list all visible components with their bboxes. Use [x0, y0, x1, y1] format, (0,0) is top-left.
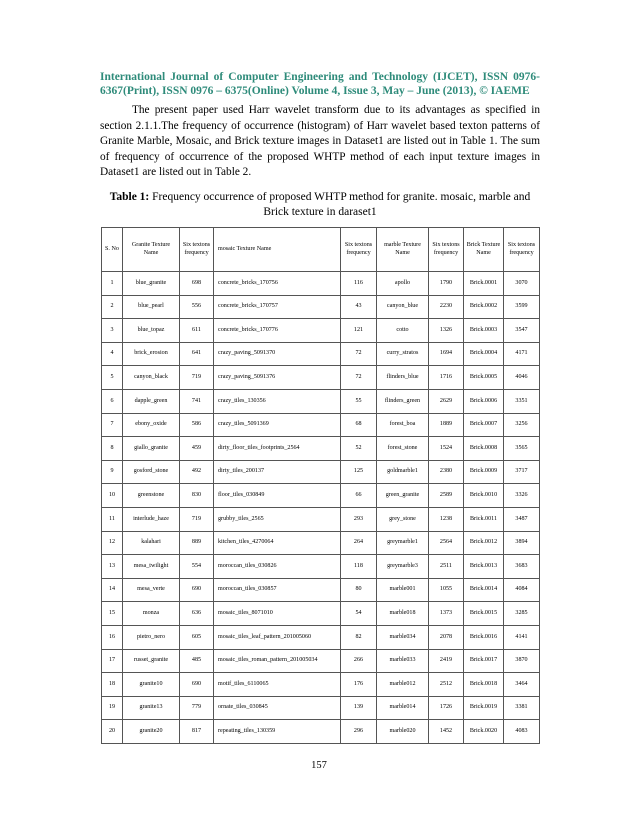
cell-brick-name: Brick.0002	[464, 295, 504, 319]
cell-brick-frequency: 4046	[504, 366, 540, 390]
intro-paragraph: The present paper used Harr wavelet transform due to its advantages as specified in section 2.1.1.The frequency of occurrence (histogram) of Harr wavelet based texton patterns of Granite Marble, Mosaic, and Brick texture images in Dataset1 are listed out in Table 1. The sum of frequency of occurrence of the proposed WHTP method of each input texture images in Dataset1 are listed out in Table 2.	[100, 104, 540, 178]
cell-granite-name: granite10	[123, 673, 180, 697]
cell-mosaic-name: moroccan_tiles_030826	[214, 555, 341, 579]
cell-mosaic-frequency: 68	[341, 413, 377, 437]
cell-brick-frequency: 3464	[504, 673, 540, 697]
cell-mosaic-frequency: 125	[341, 460, 377, 484]
journal-header: International Journal of Computer Engineering and Technology (IJCET), ISSN 0976-6367(Print), ISSN 0976 – 6375(Online) Volume 4, Issue 3, May – June (2013), © IAEME	[100, 71, 540, 97]
cell-mosaic-frequency: 54	[341, 602, 377, 626]
cell-granite-frequency: 485	[180, 649, 214, 673]
cell-mosaic-name: moroccan_tiles_030857	[214, 578, 341, 602]
cell-mosaic-name: crazy_paving_5091370	[214, 342, 341, 366]
cell-marble-name: cotto	[377, 319, 429, 343]
cell-sno: 5	[102, 366, 123, 390]
cell-marble-frequency: 1726	[429, 696, 464, 720]
cell-granite-name: gosford_stone	[123, 460, 180, 484]
cell-brick-name: Brick.0007	[464, 413, 504, 437]
cell-brick-name: Brick.0020	[464, 720, 504, 744]
header-brick-frequency: Six textons frequency	[504, 228, 540, 272]
cell-brick-frequency: 3070	[504, 272, 540, 296]
cell-granite-name: blue_pearl	[123, 295, 180, 319]
cell-brick-frequency: 3683	[504, 555, 540, 579]
cell-mosaic-name: crazy_tiles_5091369	[214, 413, 341, 437]
cell-marble-frequency: 2380	[429, 460, 464, 484]
cell-granite-name: greenstone	[123, 484, 180, 508]
cell-brick-name: Brick.0009	[464, 460, 504, 484]
cell-marble-name: forest_boa	[377, 413, 429, 437]
cell-marble-frequency: 1524	[429, 437, 464, 461]
cell-brick-name: Brick.0011	[464, 507, 504, 531]
cell-marble-name: marble012	[377, 673, 429, 697]
cell-mosaic-frequency: 72	[341, 366, 377, 390]
cell-granite-name: blue_topaz	[123, 319, 180, 343]
cell-mosaic-frequency: 116	[341, 272, 377, 296]
cell-brick-frequency: 3717	[504, 460, 540, 484]
cell-mosaic-name: concrete_bricks_170776	[214, 319, 341, 343]
table-row	[102, 366, 540, 390]
cell-brick-frequency: 3285	[504, 602, 540, 626]
cell-brick-frequency: 3326	[504, 484, 540, 508]
table-row	[102, 649, 540, 673]
cell-marble-name: forest_stone	[377, 437, 429, 461]
cell-granite-frequency: 830	[180, 484, 214, 508]
cell-brick-frequency: 3599	[504, 295, 540, 319]
table-row	[102, 625, 540, 649]
cell-brick-name: Brick.0014	[464, 578, 504, 602]
cell-marble-frequency: 1055	[429, 578, 464, 602]
cell-granite-frequency: 554	[180, 555, 214, 579]
cell-granite-name: ebony_oxide	[123, 413, 180, 437]
cell-brick-frequency: 3487	[504, 507, 540, 531]
table-row	[102, 319, 540, 343]
cell-brick-name: Brick.0012	[464, 531, 504, 555]
cell-brick-name: Brick.0013	[464, 555, 504, 579]
cell-brick-frequency: 3894	[504, 531, 540, 555]
table-row	[102, 342, 540, 366]
cell-granite-name: giallo_granite	[123, 437, 180, 461]
cell-mosaic-frequency: 139	[341, 696, 377, 720]
cell-granite-frequency: 817	[180, 720, 214, 744]
cell-mosaic-name: grubby_tiles_2565	[214, 507, 341, 531]
cell-marble-name: curry_stratos	[377, 342, 429, 366]
cell-marble-frequency: 1790	[429, 272, 464, 296]
cell-granite-name: granite13	[123, 696, 180, 720]
cell-granite-name: monza	[123, 602, 180, 626]
cell-granite-name: kalahari	[123, 531, 180, 555]
cell-mosaic-name: mosaic_tiles_8071010	[214, 602, 341, 626]
cell-mosaic-frequency: 80	[341, 578, 377, 602]
cell-granite-name: pietro_nero	[123, 625, 180, 649]
cell-mosaic-frequency: 266	[341, 649, 377, 673]
header-brick-name: Brick Texture Name	[464, 228, 504, 272]
cell-granite-name: mesa_twilight	[123, 555, 180, 579]
cell-marble-name: greymarble3	[377, 555, 429, 579]
cell-mosaic-name: repeating_tiles_130359	[214, 720, 341, 744]
table-row	[102, 460, 540, 484]
cell-brick-frequency: 4083	[504, 720, 540, 744]
table-row	[102, 531, 540, 555]
cell-mosaic-name: floor_tiles_030849	[214, 484, 341, 508]
table-caption-text: Frequency occurrence of proposed WHTP method for granite. mosaic, marble and Brick texture in daraset1	[152, 191, 531, 218]
cell-marble-frequency: 1373	[429, 602, 464, 626]
cell-brick-name: Brick.0010	[464, 484, 504, 508]
cell-granite-name: mesa_verte	[123, 578, 180, 602]
cell-sno: 13	[102, 555, 123, 579]
cell-granite-frequency: 719	[180, 507, 214, 531]
cell-granite-name: dapple_green	[123, 389, 180, 413]
cell-marble-frequency: 1694	[429, 342, 464, 366]
cell-granite-frequency: 719	[180, 366, 214, 390]
cell-mosaic-frequency: 55	[341, 389, 377, 413]
cell-granite-frequency: 690	[180, 673, 214, 697]
cell-sno: 12	[102, 531, 123, 555]
cell-granite-frequency: 605	[180, 625, 214, 649]
cell-sno: 17	[102, 649, 123, 673]
cell-mosaic-frequency: 121	[341, 319, 377, 343]
cell-brick-name: Brick.0004	[464, 342, 504, 366]
cell-granite-name: russet_granite	[123, 649, 180, 673]
cell-marble-frequency: 1326	[429, 319, 464, 343]
cell-marble-name: canyon_blue	[377, 295, 429, 319]
cell-marble-frequency: 2512	[429, 673, 464, 697]
cell-marble-name: flinders_green	[377, 389, 429, 413]
header-mosaic-name: mosaic Texture Name	[214, 228, 341, 272]
cell-marble-name: apollo	[377, 272, 429, 296]
table-row	[102, 696, 540, 720]
cell-mosaic-frequency: 66	[341, 484, 377, 508]
cell-mosaic-name: concrete_bricks_170756	[214, 272, 341, 296]
cell-sno: 3	[102, 319, 123, 343]
cell-brick-name: Brick.0015	[464, 602, 504, 626]
cell-brick-frequency: 4084	[504, 578, 540, 602]
cell-mosaic-name: ornate_tiles_030845	[214, 696, 341, 720]
cell-mosaic-frequency: 176	[341, 673, 377, 697]
table-row	[102, 389, 540, 413]
cell-marble-name: marble020	[377, 720, 429, 744]
cell-granite-frequency: 586	[180, 413, 214, 437]
cell-brick-name: Brick.0005	[464, 366, 504, 390]
cell-mosaic-name: crazy_paving_5091376	[214, 366, 341, 390]
cell-mosaic-frequency: 52	[341, 437, 377, 461]
cell-marble-name: marble033	[377, 649, 429, 673]
cell-marble-frequency: 1889	[429, 413, 464, 437]
cell-marble-name: marble034	[377, 625, 429, 649]
table-body	[102, 272, 540, 744]
cell-granite-frequency: 459	[180, 437, 214, 461]
cell-mosaic-name: mosaic_tiles_leaf_pattern_201005060	[214, 625, 341, 649]
cell-marble-frequency: 2230	[429, 295, 464, 319]
cell-marble-frequency: 2589	[429, 484, 464, 508]
table-header-row	[102, 228, 540, 272]
cell-brick-frequency: 3870	[504, 649, 540, 673]
cell-mosaic-frequency: 293	[341, 507, 377, 531]
cell-granite-name: interlude_haze	[123, 507, 180, 531]
header-marble-name: marble Texture Name	[377, 228, 429, 272]
table-row	[102, 507, 540, 531]
table-caption-label: Table 1:	[109, 191, 150, 203]
header-mosaic-frequency: Six textons frequency	[341, 228, 377, 272]
header-sno: S. No	[102, 228, 123, 272]
cell-sno: 18	[102, 673, 123, 697]
cell-brick-frequency: 3381	[504, 696, 540, 720]
table-row	[102, 673, 540, 697]
table-row	[102, 272, 540, 296]
cell-sno: 11	[102, 507, 123, 531]
table-row	[102, 720, 540, 744]
cell-brick-name: Brick.0019	[464, 696, 504, 720]
cell-marble-frequency: 2511	[429, 555, 464, 579]
cell-sno: 15	[102, 602, 123, 626]
cell-granite-name: brick_erosion	[123, 342, 180, 366]
cell-sno: 10	[102, 484, 123, 508]
header-granite-frequency: Six textons frequency	[180, 228, 214, 272]
cell-mosaic-name: concrete_bricks_170757	[214, 295, 341, 319]
cell-mosaic-frequency: 72	[341, 342, 377, 366]
cell-brick-name: Brick.0003	[464, 319, 504, 343]
cell-marble-frequency: 2564	[429, 531, 464, 555]
cell-brick-name: Brick.0001	[464, 272, 504, 296]
cell-brick-frequency: 3256	[504, 413, 540, 437]
frequency-table	[101, 227, 540, 744]
cell-marble-frequency: 1716	[429, 366, 464, 390]
cell-granite-name: blue_granite	[123, 272, 180, 296]
cell-brick-name: Brick.0017	[464, 649, 504, 673]
table-row	[102, 484, 540, 508]
cell-mosaic-frequency: 296	[341, 720, 377, 744]
cell-mosaic-name: mosaic_tiles_roman_pattern_201005034	[214, 649, 341, 673]
cell-granite-frequency: 741	[180, 389, 214, 413]
cell-marble-name: grey_stone	[377, 507, 429, 531]
cell-sno: 4	[102, 342, 123, 366]
cell-brick-name: Brick.0018	[464, 673, 504, 697]
cell-marble-name: marble018	[377, 602, 429, 626]
cell-mosaic-name: kitchen_tiles_4270064	[214, 531, 341, 555]
cell-marble-frequency: 1452	[429, 720, 464, 744]
cell-sno: 8	[102, 437, 123, 461]
header-marble-frequency: Six textons frequency	[429, 228, 464, 272]
table-caption	[100, 190, 540, 220]
cell-sno: 2	[102, 295, 123, 319]
cell-mosaic-frequency: 82	[341, 625, 377, 649]
table-row	[102, 437, 540, 461]
cell-granite-frequency: 492	[180, 460, 214, 484]
cell-sno: 14	[102, 578, 123, 602]
cell-sno: 20	[102, 720, 123, 744]
cell-marble-name: marble001	[377, 578, 429, 602]
table-row	[102, 295, 540, 319]
cell-brick-name: Brick.0008	[464, 437, 504, 461]
cell-marble-frequency: 2078	[429, 625, 464, 649]
cell-granite-frequency: 698	[180, 272, 214, 296]
cell-marble-name: green_granite	[377, 484, 429, 508]
table-row	[102, 555, 540, 579]
cell-mosaic-name: dirty_tiles_200137	[214, 460, 341, 484]
cell-brick-frequency: 4141	[504, 625, 540, 649]
table-row	[102, 413, 540, 437]
cell-mosaic-frequency: 43	[341, 295, 377, 319]
cell-granite-frequency: 889	[180, 531, 214, 555]
table-row	[102, 578, 540, 602]
cell-granite-frequency: 636	[180, 602, 214, 626]
cell-brick-frequency: 3565	[504, 437, 540, 461]
cell-granite-frequency: 611	[180, 319, 214, 343]
cell-mosaic-frequency: 264	[341, 531, 377, 555]
cell-mosaic-name: dirty_floor_tiles_footprints_2564	[214, 437, 341, 461]
cell-marble-frequency: 2629	[429, 389, 464, 413]
cell-brick-frequency: 3547	[504, 319, 540, 343]
cell-marble-name: flinders_blue	[377, 366, 429, 390]
cell-brick-frequency: 4171	[504, 342, 540, 366]
table-row	[102, 602, 540, 626]
cell-brick-name: Brick.0006	[464, 389, 504, 413]
cell-sno: 16	[102, 625, 123, 649]
cell-brick-frequency: 3351	[504, 389, 540, 413]
cell-sno: 1	[102, 272, 123, 296]
cell-marble-name: goldmarble1	[377, 460, 429, 484]
cell-granite-frequency: 641	[180, 342, 214, 366]
cell-sno: 6	[102, 389, 123, 413]
cell-granite-name: granite20	[123, 720, 180, 744]
cell-marble-frequency: 2419	[429, 649, 464, 673]
cell-granite-frequency: 556	[180, 295, 214, 319]
cell-sno: 19	[102, 696, 123, 720]
cell-brick-name: Brick.0016	[464, 625, 504, 649]
cell-marble-name: greymarble1	[377, 531, 429, 555]
page-number: 157	[311, 760, 327, 771]
header-granite-name: Granite Texture Name	[123, 228, 180, 272]
cell-mosaic-frequency: 118	[341, 555, 377, 579]
cell-sno: 9	[102, 460, 123, 484]
cell-granite-frequency: 779	[180, 696, 214, 720]
cell-mosaic-name: crazy_tiles_130356	[214, 389, 341, 413]
cell-marble-frequency: 1238	[429, 507, 464, 531]
cell-mosaic-name: motif_tiles_6110065	[214, 673, 341, 697]
cell-marble-name: marble014	[377, 696, 429, 720]
cell-sno: 7	[102, 413, 123, 437]
cell-granite-name: canyon_black	[123, 366, 180, 390]
cell-granite-frequency: 690	[180, 578, 214, 602]
